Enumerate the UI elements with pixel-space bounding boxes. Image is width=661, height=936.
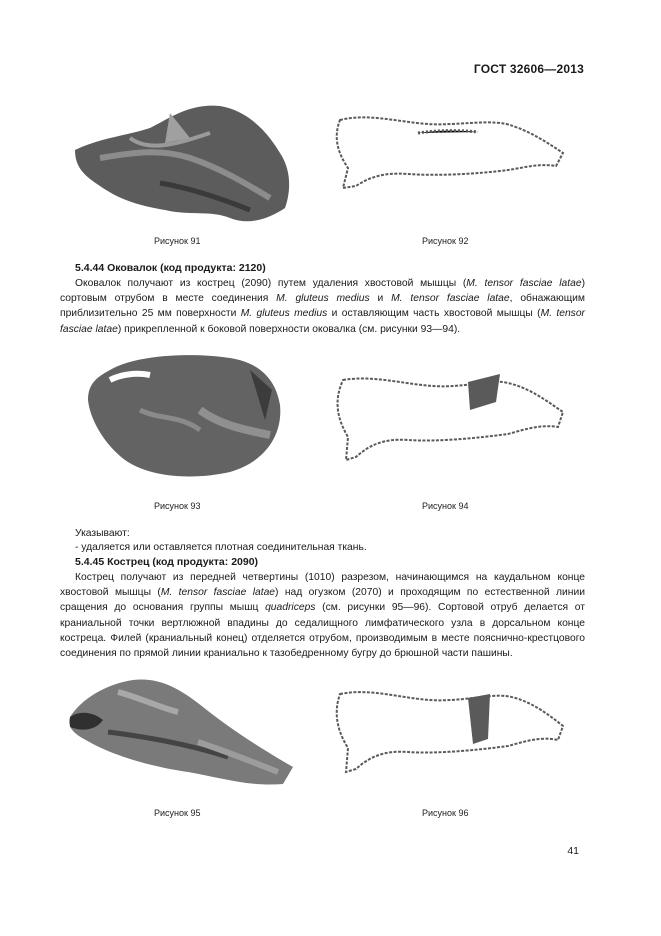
figure-91-caption: Рисунок 91 (154, 236, 201, 246)
section-title-5-4-45: 5.4.45 Кострец (код продукта: 2090) (75, 556, 259, 568)
figure-94-image (328, 372, 570, 467)
figure-91-image (70, 98, 295, 233)
standard-header: ГОСТ 32606—2013 (473, 62, 584, 76)
figure-92-caption: Рисунок 92 (422, 236, 469, 246)
figure-95-caption: Рисунок 95 (154, 808, 201, 818)
paragraph-5-4-45: Кострец получают из передней четвертины (1010) разрезом, начинающимся на каудальном конце хвостовой мышцы (M. tensor fasciae latae) над огузком (2070) и проходящим по естественной линии сращения до основания группы мышц quadriceps (см. рисунки 95—96). Сортовой отруб делается от краниальной точки вертлюжной впадины до седалищного лимфатического узла в дорсальном конце кострeца. Филей (краниальный конец) отделяется отрубом, производимым в месте пояснично-крестцового соединения по прямой линии краниально к тазобедренному бугру до брюшной части пашины. (60, 572, 586, 660)
figure-95-image (58, 672, 298, 797)
figure-94-caption: Рисунок 94 (422, 501, 469, 511)
note-item-1: - удаляется или оставляется плотная соединительная ткань. (75, 542, 367, 553)
note-indicate: Указывают: (75, 528, 130, 539)
figure-93-image (80, 350, 285, 485)
figure-96-caption: Рисунок 96 (422, 808, 469, 818)
section-title-5-4-44: 5.4.44 Оковалок (код продукта: 2120) (75, 262, 266, 274)
paragraph-5-4-44: Оковалок получают из кострец (2090) путем удаления хвостовой мышцы (M. tensor fasciae latae) сортовым отрубом в месте соединения M. gluteus medius и M. tensor fasciae latae, обнажающим приблизительно 25 мм поверхности M. gluteus medius и оставляющим часть хвостовой мышцы (M. tensor fasciae latae) прикрепленной к боковой поверхности оковалка (см. рисунки 93—94). (60, 278, 585, 335)
figure-92-image (328, 108, 570, 198)
page-number: 41 (567, 845, 579, 857)
figure-93-caption: Рисунок 93 (154, 501, 201, 511)
figure-96-image (328, 684, 570, 779)
